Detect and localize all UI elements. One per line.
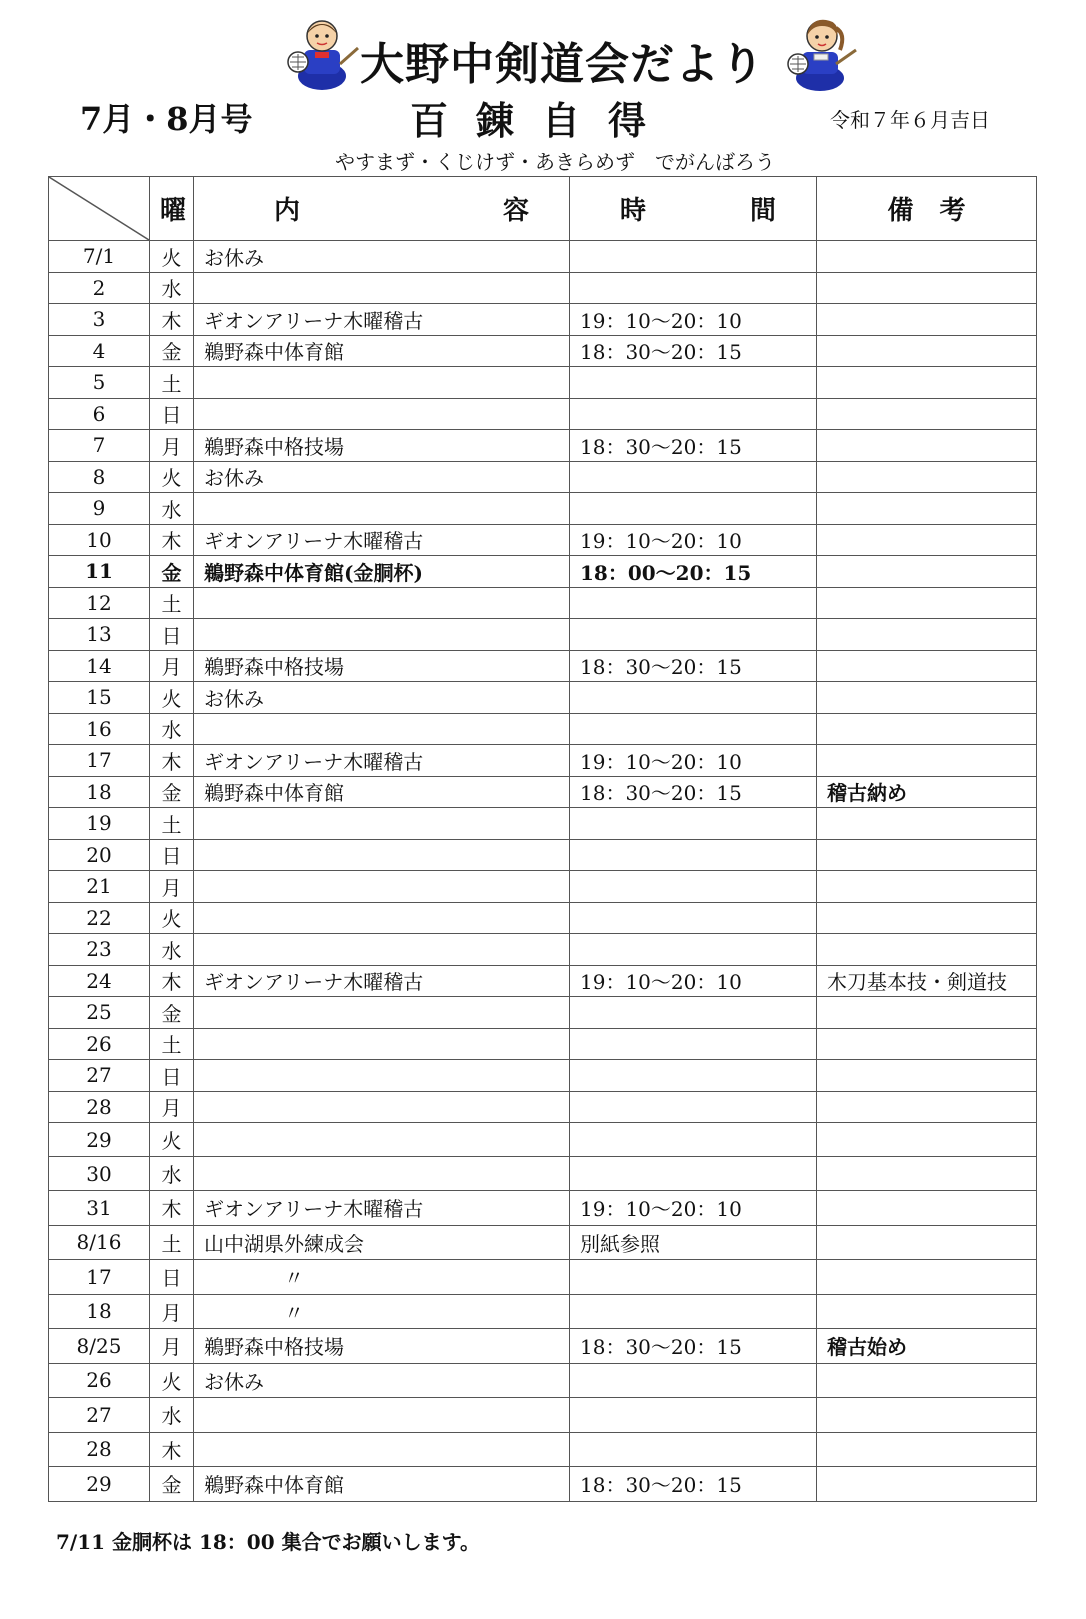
time-cell: 19：10〜20：10 — [570, 745, 817, 777]
date-cell: 4 — [49, 335, 150, 367]
content-cell: ギオンアリーナ木曜稽古 — [194, 965, 570, 997]
note-cell — [817, 1363, 1037, 1398]
note-cell — [817, 272, 1037, 304]
date-cell: 29 — [49, 1123, 150, 1157]
content-cell: 鵜野森中体育館 — [194, 1467, 570, 1502]
table-row — [49, 241, 1037, 273]
table-row — [49, 839, 1037, 871]
weekday-cell: 火 — [150, 1363, 194, 1398]
weekday-cell: 水 — [150, 1157, 194, 1191]
weekday-cell: 金 — [150, 776, 194, 808]
time-cell — [570, 272, 817, 304]
date-cell: 8/25 — [49, 1329, 150, 1364]
weekday-cell: 木 — [150, 745, 194, 777]
time-cell — [570, 1157, 817, 1191]
date-cell: 25 — [49, 997, 150, 1029]
date-cell: 21 — [49, 871, 150, 903]
note-cell — [817, 902, 1037, 934]
weekday-cell: 金 — [150, 556, 194, 588]
content-cell — [194, 1060, 570, 1092]
weekday-cell: 月 — [150, 650, 194, 682]
content-cell: 〃 — [194, 1294, 570, 1329]
note-cell: 稽古納め — [817, 776, 1037, 808]
date-cell: 10 — [49, 524, 150, 556]
weekday-cell: 土 — [150, 808, 194, 840]
content-cell: お休み — [194, 461, 570, 493]
date-cell: 12 — [49, 587, 150, 619]
header-row — [49, 177, 1037, 241]
content-cell — [194, 902, 570, 934]
note-cell — [817, 713, 1037, 745]
content-cell: 鵜野森中体育館 — [194, 335, 570, 367]
note-cell — [817, 1060, 1037, 1092]
time-cell — [570, 1294, 817, 1329]
time-cell — [570, 398, 817, 430]
table-row — [49, 902, 1037, 934]
header-time — [570, 177, 817, 241]
table-row — [49, 619, 1037, 651]
content-cell — [194, 1398, 570, 1433]
weekday-cell: 木 — [150, 1191, 194, 1226]
note-cell — [817, 367, 1037, 399]
date-cell: 31 — [49, 1191, 150, 1226]
time-cell — [570, 619, 817, 651]
weekday-cell: 日 — [150, 1060, 194, 1092]
weekday-cell: 月 — [150, 1329, 194, 1364]
content-cell: 鵜野森中体育館(金胴杯) — [194, 556, 570, 588]
table-row — [49, 272, 1037, 304]
content-cell — [194, 808, 570, 840]
kendo-girl-illustration — [780, 14, 860, 94]
weekday-cell: 水 — [150, 713, 194, 745]
header-notes: 備 考 — [817, 177, 1037, 241]
time-cell — [570, 839, 817, 871]
date-cell: 8/16 — [49, 1225, 150, 1260]
weekday-cell: 火 — [150, 902, 194, 934]
date-cell: 13 — [49, 619, 150, 651]
table-row — [49, 682, 1037, 714]
time-cell — [570, 1432, 817, 1467]
table-row — [49, 335, 1037, 367]
time-cell — [570, 808, 817, 840]
weekday-cell: 土 — [150, 1028, 194, 1060]
slogan: やすまず・くじけず・あきらめず でがんばろう — [335, 150, 775, 174]
header-content-1: 内 — [274, 196, 301, 226]
time-cell: 19：10〜20：10 — [570, 304, 817, 336]
weekday-cell: 日 — [150, 1260, 194, 1295]
table-row — [49, 587, 1037, 619]
weekday-cell: 土 — [150, 367, 194, 399]
table-row — [49, 461, 1037, 493]
table-row — [49, 808, 1037, 840]
table-row — [49, 965, 1037, 997]
note-cell — [817, 556, 1037, 588]
date-cell: 23 — [49, 934, 150, 966]
note-cell: 稽古始め — [817, 1329, 1037, 1364]
weekday-cell: 月 — [150, 871, 194, 903]
date-cell: 16 — [49, 713, 150, 745]
note-cell — [817, 1157, 1037, 1191]
table-row — [49, 1329, 1037, 1364]
header-content-2: 容 — [502, 196, 529, 226]
table-row — [49, 1157, 1037, 1191]
content-cell — [194, 367, 570, 399]
note-cell: 木刀基本技・剣道技 — [817, 965, 1037, 997]
note-cell — [817, 619, 1037, 651]
table-row — [49, 524, 1037, 556]
date-cell: 20 — [49, 839, 150, 871]
weekday-cell: 金 — [150, 335, 194, 367]
table-row — [49, 304, 1037, 336]
content-cell: お休み — [194, 241, 570, 273]
weekday-cell: 木 — [150, 1432, 194, 1467]
content-cell — [194, 1091, 570, 1123]
date-cell: 30 — [49, 1157, 150, 1191]
note-cell — [817, 1260, 1037, 1295]
weekday-cell: 日 — [150, 839, 194, 871]
content-cell — [194, 1157, 570, 1191]
note-cell — [817, 745, 1037, 777]
table-row — [49, 1294, 1037, 1329]
note-cell — [817, 587, 1037, 619]
content-cell — [194, 839, 570, 871]
content-cell — [194, 934, 570, 966]
time-cell: 18：30〜20：15 — [570, 1329, 817, 1364]
note-cell — [817, 335, 1037, 367]
note-cell — [817, 997, 1037, 1029]
content-cell — [194, 997, 570, 1029]
table-row — [49, 1260, 1037, 1295]
table-row — [49, 1225, 1037, 1260]
time-cell — [570, 1091, 817, 1123]
date-cell: 28 — [49, 1432, 150, 1467]
weekday-cell: 土 — [150, 587, 194, 619]
time-cell — [570, 461, 817, 493]
content-cell — [194, 1028, 570, 1060]
content-cell: ギオンアリーナ木曜稽古 — [194, 524, 570, 556]
note-cell — [817, 871, 1037, 903]
date-cell: 24 — [49, 965, 150, 997]
time-cell: 18：00〜20：15 — [570, 556, 817, 588]
table-row — [49, 745, 1037, 777]
time-cell: 別紙参照 — [570, 1225, 817, 1260]
date-cell: 7 — [49, 430, 150, 462]
table-row — [49, 1060, 1037, 1092]
date-cell: 15 — [49, 682, 150, 714]
content-cell — [194, 398, 570, 430]
content-cell: 鵜野森中格技場 — [194, 430, 570, 462]
date-cell: 26 — [49, 1028, 150, 1060]
note-cell — [817, 398, 1037, 430]
content-cell — [194, 1123, 570, 1157]
content-cell: ギオンアリーナ木曜稽古 — [194, 1191, 570, 1226]
note-cell — [817, 808, 1037, 840]
table-row — [49, 367, 1037, 399]
content-cell — [194, 587, 570, 619]
content-cell: ギオンアリーナ木曜稽古 — [194, 304, 570, 336]
footer-note: 7/11 金胴杯は 18：00 集合でお願いします。 — [56, 1530, 481, 1554]
time-cell — [570, 367, 817, 399]
content-cell: ギオンアリーナ木曜稽古 — [194, 745, 570, 777]
content-cell — [194, 272, 570, 304]
note-cell — [817, 682, 1037, 714]
table-row — [49, 713, 1037, 745]
note-cell — [817, 524, 1037, 556]
date-cell: 22 — [49, 902, 150, 934]
table-row — [49, 398, 1037, 430]
weekday-cell: 月 — [150, 1091, 194, 1123]
note-cell — [817, 1294, 1037, 1329]
table-row — [49, 493, 1037, 525]
date-cell: 27 — [49, 1398, 150, 1433]
table-row — [49, 556, 1037, 588]
time-cell — [570, 902, 817, 934]
note-cell — [817, 304, 1037, 336]
weekday-cell: 火 — [150, 1123, 194, 1157]
table-row — [49, 871, 1037, 903]
table-row — [49, 1432, 1037, 1467]
motto: 百錬自得 — [410, 98, 675, 143]
content-cell: 〃 — [194, 1260, 570, 1295]
weekday-cell: 土 — [150, 1225, 194, 1260]
issue-date: 令和７年６月吉日 — [830, 108, 990, 132]
note-cell — [817, 839, 1037, 871]
corner-cell — [49, 177, 150, 241]
weekday-cell: 金 — [150, 1467, 194, 1502]
content-cell — [194, 1432, 570, 1467]
date-cell: 3 — [49, 304, 150, 336]
time-cell — [570, 682, 817, 714]
date-cell: 17 — [49, 1260, 150, 1295]
weekday-cell: 月 — [150, 1294, 194, 1329]
table-row — [49, 1191, 1037, 1226]
note-cell — [817, 1432, 1037, 1467]
note-cell — [817, 430, 1037, 462]
note-cell — [817, 650, 1037, 682]
time-cell: 18：30〜20：15 — [570, 650, 817, 682]
weekday-cell: 水 — [150, 272, 194, 304]
weekday-cell: 木 — [150, 965, 194, 997]
schedule-table — [48, 176, 1037, 1502]
note-cell — [817, 1191, 1037, 1226]
time-cell — [570, 997, 817, 1029]
time-cell: 18：30〜20：15 — [570, 776, 817, 808]
kendo-boy-illustration — [282, 14, 362, 94]
time-cell: 18：30〜20：15 — [570, 430, 817, 462]
content-cell: 鵜野森中体育館 — [194, 776, 570, 808]
note-cell — [817, 493, 1037, 525]
weekday-cell: 金 — [150, 997, 194, 1029]
time-cell — [570, 1398, 817, 1433]
time-cell — [570, 493, 817, 525]
time-cell — [570, 713, 817, 745]
weekday-cell: 日 — [150, 619, 194, 651]
weekday-cell: 火 — [150, 241, 194, 273]
issue-label: 7月・8月号 — [80, 100, 253, 138]
note-cell — [817, 461, 1037, 493]
date-cell: 8 — [49, 461, 150, 493]
time-cell — [570, 1363, 817, 1398]
date-cell: 26 — [49, 1363, 150, 1398]
weekday-cell: 火 — [150, 682, 194, 714]
table-row — [49, 1123, 1037, 1157]
note-cell — [817, 1398, 1037, 1433]
weekday-cell: 火 — [150, 461, 194, 493]
content-cell — [194, 493, 570, 525]
date-cell: 6 — [49, 398, 150, 430]
schedule-body — [49, 241, 1037, 1502]
weekday-cell: 日 — [150, 398, 194, 430]
weekday-cell: 水 — [150, 1398, 194, 1433]
content-cell: お休み — [194, 1363, 570, 1398]
time-cell — [570, 1260, 817, 1295]
time-cell — [570, 934, 817, 966]
table-row — [49, 650, 1037, 682]
weekday-cell: 水 — [150, 493, 194, 525]
header-content — [194, 177, 570, 241]
note-cell — [817, 1225, 1037, 1260]
date-cell: 18 — [49, 776, 150, 808]
header-dow: 曜 — [150, 177, 194, 241]
weekday-cell: 木 — [150, 304, 194, 336]
note-cell — [817, 1123, 1037, 1157]
time-cell: 18：30〜20：15 — [570, 1467, 817, 1502]
table-row — [49, 1398, 1037, 1433]
date-cell: 14 — [49, 650, 150, 682]
table-row — [49, 430, 1037, 462]
time-cell — [570, 241, 817, 273]
header — [0, 8, 1086, 88]
time-cell — [570, 1028, 817, 1060]
header-time-1: 時 — [620, 196, 647, 226]
diagonal-line — [49, 177, 149, 240]
table-row — [49, 997, 1037, 1029]
date-cell: 7/1 — [49, 241, 150, 273]
content-cell: お休み — [194, 682, 570, 714]
time-cell — [570, 1123, 817, 1157]
date-cell: 11 — [49, 556, 150, 588]
date-cell: 5 — [49, 367, 150, 399]
time-cell — [570, 587, 817, 619]
weekday-cell: 月 — [150, 430, 194, 462]
weekday-cell: 水 — [150, 934, 194, 966]
time-cell: 19：10〜20：10 — [570, 524, 817, 556]
header-time-2: 間 — [749, 196, 776, 226]
note-cell — [817, 241, 1037, 273]
note-cell — [817, 934, 1037, 966]
time-cell — [570, 871, 817, 903]
note-cell — [817, 1467, 1037, 1502]
content-cell: 鵜野森中格技場 — [194, 650, 570, 682]
date-cell: 17 — [49, 745, 150, 777]
weekday-cell: 木 — [150, 524, 194, 556]
time-cell — [570, 1060, 817, 1092]
date-cell: 19 — [49, 808, 150, 840]
time-cell: 19：10〜20：10 — [570, 965, 817, 997]
table-row — [49, 1467, 1037, 1502]
note-cell — [817, 1091, 1037, 1123]
date-cell: 9 — [49, 493, 150, 525]
date-cell: 29 — [49, 1467, 150, 1502]
date-cell: 28 — [49, 1091, 150, 1123]
date-cell: 2 — [49, 272, 150, 304]
table-row — [49, 1363, 1037, 1398]
table-row — [49, 934, 1037, 966]
content-cell: 山中湖県外練成会 — [194, 1225, 570, 1260]
table-row — [49, 1028, 1037, 1060]
date-cell: 27 — [49, 1060, 150, 1092]
content-cell — [194, 713, 570, 745]
content-cell: 鵜野森中格技場 — [194, 1329, 570, 1364]
date-cell: 18 — [49, 1294, 150, 1329]
table-row — [49, 776, 1037, 808]
time-cell: 18：30〜20：15 — [570, 335, 817, 367]
newsletter-title: 大野中剣道会だより — [360, 39, 765, 90]
time-cell: 19：10〜20：10 — [570, 1191, 817, 1226]
table-row — [49, 1091, 1037, 1123]
note-cell — [817, 1028, 1037, 1060]
content-cell — [194, 619, 570, 651]
content-cell — [194, 871, 570, 903]
